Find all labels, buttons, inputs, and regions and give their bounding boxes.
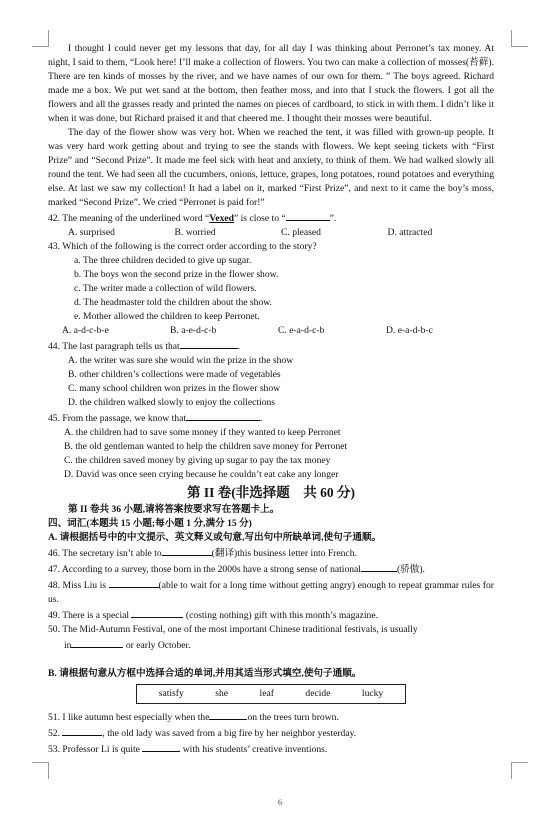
q43-item-c: c. The writer made a collection of wild flowers. [74, 283, 257, 294]
q46-pre: 46. The secretary isn’t able to [48, 548, 162, 559]
q45-option-d[interactable]: D. David was once seen crying because he couldn’t eat cake any longer [64, 469, 339, 480]
q47-pre: 47. According to a survey, those born in the 2000s have a strong sense of national [48, 564, 361, 575]
corner-mark-top-right [511, 30, 528, 47]
q50-pre: 50. The Mid-Autumn Festival, one of the most important Chinese traditional festivals, is usually [48, 624, 418, 635]
q44-option-a[interactable]: A. the writer was sure she would win the prize in the show [68, 355, 294, 366]
answer-blank[interactable] [186, 410, 260, 421]
answer-blank[interactable] [180, 338, 238, 349]
q51-post: on the trees turn brown. [247, 712, 339, 723]
q44-option-b[interactable]: B. other children’s collections were made of vegetables [68, 369, 281, 380]
q42-underlined-word: Vexed [209, 213, 234, 224]
word-bank-item: leaf [259, 688, 274, 699]
question-53 [48, 741, 494, 757]
q42-stem-pre: 42. The meaning of the underlined word “ [48, 213, 210, 224]
answer-blank[interactable] [286, 210, 330, 221]
q44-stem: 44. The last paragraph tells us that [48, 341, 180, 352]
question-42 [48, 210, 494, 226]
option-a[interactable]: A. a-d-c-b-e [62, 325, 109, 336]
question-50-line-2 [48, 637, 494, 653]
answer-blank[interactable] [209, 709, 247, 720]
q53-post: with his students’ creative inventions. [180, 744, 328, 755]
q45-option-b[interactable]: B. the old gentleman wanted to help the children save money for Perronet [64, 441, 348, 452]
answer-blank[interactable] [71, 637, 123, 648]
word-bank-item: lucky [361, 688, 384, 699]
option-b[interactable]: B. a-e-d-c-b [170, 325, 217, 336]
question-44 [48, 338, 494, 354]
passage-paragraph-2: The day of the flower show was very hot. When we reached the tent, it was filled with grown-up people. It was very hard work getting about and trying to see the stands with flowers. We kept seeing tickets with “First Prize” and “Second Prize”. It made me feel sick with heat and anxiety, to think of them. We had walked slowly all round the tent. We had seen all the cucumbers, onions, lettuce, grapes, long potatoes, round potatoes and everything else. At last we saw my collection! It had a label on it, marked “First Prize”, and next to it came the boy’s moss, marked “Second Prize”. We cried “Perronet is paid for!” [48, 127, 494, 208]
section-b-heading: B. 请根据句意从方框中选择合适的单词,并用其适当形式填空,使句子通顺。 [48, 668, 362, 679]
page-content [48, 42, 494, 757]
q52-pre: 52. [48, 728, 63, 739]
question-47 [48, 561, 494, 577]
option-a[interactable]: A. surprised [68, 227, 115, 238]
option-c[interactable]: C. e-a-d-c-b [278, 325, 325, 336]
q49-post: (costing nothing) gift with this month’s magazine. [183, 610, 379, 621]
q45-option-a[interactable]: A. the children had to save some money if they wanted to keep Perronet [64, 427, 341, 438]
passage-paragraph-1: I thought I could never get my lessons that day, for all day I was thinking about Perronet’s tax money. At night, I said to them, “Look here! I’ll make a collection of flowers. You two can make a collection of mosses(苔藓). There are ten kinds of mosses by the river, and we have names of our own for them. ” The boys agreed. Richard made me a box. We put wet sand at the bottom, then feather moss, and into that I stuck the flowers. I got all the flowers and all the grasses ready and printed the names on pieces of cardboard, to stick in with them. I didn’t like it when it was done, but Richard praised it and that cheered me. I thought their mosses were beautiful. [48, 43, 494, 124]
section-a-heading: A. 请根据括号中的中文提示、英文释义或句意,写出句中所缺单词,使句子通顺。 [48, 532, 382, 543]
question-49 [48, 607, 494, 623]
q52-post: , the old lady was saved from a big fire by her neighbor yesterday. [102, 728, 357, 739]
q45-option-c[interactable]: C. the children saved money by giving up sugar to pay the tax money [64, 455, 331, 466]
q49-pre: 49. There is a special [48, 610, 132, 621]
answer-blank[interactable] [62, 725, 102, 736]
q51-pre: 51. I like autumn best especially when the [48, 712, 210, 723]
answer-blank[interactable] [361, 561, 397, 572]
option-d[interactable]: D. e-a-d-b-c [386, 325, 433, 336]
page-number: 6 [278, 798, 282, 807]
answer-blank[interactable] [109, 577, 159, 588]
part-2-title: 第 II 卷(非选择题 共 60 分) [187, 485, 355, 500]
q43-options [48, 324, 494, 338]
answer-blank[interactable] [162, 545, 212, 556]
answer-blank[interactable] [131, 607, 183, 618]
q43-item-d: d. The headmaster told the children about the show. [74, 297, 272, 308]
word-bank-item: she [215, 688, 229, 699]
question-46 [48, 545, 494, 561]
question-43: 43. Which of the following is the correct order according to the story? [48, 241, 317, 252]
q48-post: (able to wait for a long time without getting angry) enough to repeat grammar rules for us. [48, 580, 494, 605]
word-bank-box [136, 684, 406, 704]
q43-item-b: b. The boys won the second prize in the flower show. [74, 269, 279, 280]
question-50 [48, 623, 494, 637]
q53-pre: 53. Professor Li is quite [48, 744, 143, 755]
q42-stem-end: ”. [329, 213, 337, 224]
q44-option-d[interactable]: D. the children walked slowly to enjoy the collections [68, 397, 276, 408]
q44-option-c[interactable]: C. many school children won prizes in the flower show [68, 383, 281, 394]
section-4-heading: 四、词汇(本题共 15 小题;每小题 1 分,满分 15 分) [48, 518, 252, 529]
question-48 [48, 577, 494, 607]
q44-stem-end: . [237, 341, 241, 352]
q50-line2-pre: in [64, 640, 72, 651]
word-bank-item: decide [305, 688, 331, 699]
q48-pre: 48. Miss Liu is [48, 580, 109, 591]
question-51 [48, 709, 494, 725]
question-45 [48, 410, 494, 426]
q45-stem: 45. From the passage, we know that [48, 413, 187, 424]
q43-item-e: e. Mother allowed the children to keep Perronet. [74, 311, 260, 322]
question-52 [48, 725, 494, 741]
option-d[interactable]: D. attracted [387, 227, 433, 238]
part-2-instruction: 第 II 卷共 36 小题,请将答案按要求写在答题卡上。 [68, 504, 280, 515]
word-bank-item: satisfy [158, 688, 184, 699]
q43-item-a: a. The three children decided to give up sugar. [74, 255, 252, 266]
q47-post: (骄傲). [396, 564, 425, 575]
option-c[interactable]: C. pleased [281, 227, 321, 238]
q46-post: (翻译)this business letter into French. [211, 548, 357, 559]
corner-mark-bottom-right [511, 762, 528, 779]
corner-mark-top-left [32, 30, 49, 47]
q50-post: or early October. [123, 640, 191, 651]
answer-blank[interactable] [142, 741, 180, 752]
q42-options [48, 226, 494, 240]
option-b[interactable]: B. worried [174, 227, 216, 238]
corner-mark-bottom-left [32, 762, 49, 779]
q45-stem-end: . [260, 413, 263, 424]
q42-stem-post: ” is close to “ [233, 213, 286, 224]
